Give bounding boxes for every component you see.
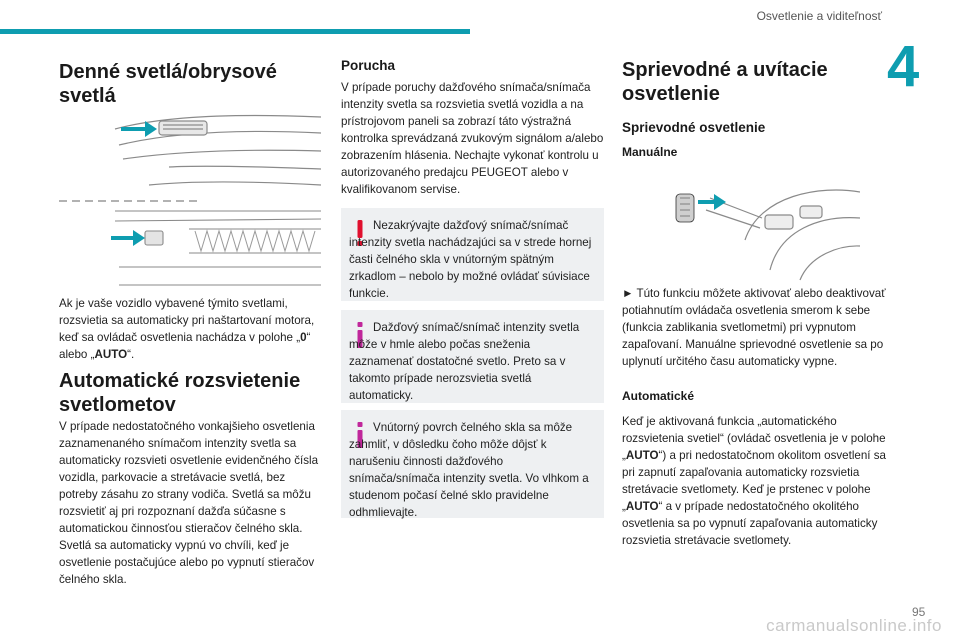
header-accent-bar [0,29,470,34]
auto-bold-2: AUTO [625,500,659,513]
section-heading-drl: Denné svetlá/obrysové svetlá [59,61,277,107]
left-column [59,60,321,108]
page-number: 95 [912,605,926,619]
automatic-text [622,413,886,549]
label-automatic: Automatické [622,389,695,403]
manual-text [622,285,886,370]
section-heading-auto-lights [59,369,329,417]
section-heading-follow-me: Sprievodné a uvítacie osvetlenie [622,59,828,105]
drl-text-2: “ alebo „ [59,331,311,361]
watermark: carmanualsonline.info [766,616,942,635]
subheading-guide-lighting: Sprievodné osvetlenie [622,120,766,135]
automatic-block [622,389,884,403]
auto-bold-1: AUTO [625,449,659,462]
auto-text-1: Keď je aktivovaná funkcia „automatického rozsvietenia svetiel“ (ovládač osvetlenia je v polohe „ [622,415,886,462]
drl-paragraph [59,295,321,363]
auto-lights-paragraph: V prípade nedostatočného vonkajšieho osvetlenia zaznamenaného snímačom intenzity svetla sa automaticky rozsvieti osvetlenie evidenčného čísla vozidla, parkovacie a stretávacie svetlá, bez potreby zásahu zo strany vodiča. Svetlá sa môžu rozsvietiť aj pri rozpoznaní dažďa súčasne s automatickou činnosťou stieračov čelného skla. Svetlá sa automaticky vypnú vo chvíli, keď je osvetlenie postačujúce alebo po vypnutí stieračov čelného skla. [59,420,319,586]
right-column [622,58,884,159]
chapter-number: 4 [887,34,920,99]
auto-headlamps-text [59,418,321,588]
info-box-2 [341,410,604,518]
fault-paragraph: V prípade poruchy dažďového snímača/snímača intenzity svetla sa rozsvietia svetlá vozidla a na prístrojovom paneli sa zobrazí táto výstražná kontrolka sprevádzaná zvukovým signálom a/alebo zobrazením hlásenia. Nechajte vykonať kontrolu u autorizovaného predajcu PEUGEOT alebo v kvalifikovanom servise. [341,81,604,196]
drl-bold-auto: AUTO [94,348,128,361]
lighting-stalk-illustration [650,180,860,285]
warning-box [341,208,604,301]
middle-column [341,58,604,198]
auto-headlamps-block [59,369,329,417]
automatic-paragraph [622,413,886,549]
drl-bold-0: 0 [300,331,307,344]
label-manual: Manuálne [622,145,678,159]
drl-text-block [59,295,321,363]
auto-text-2: “) a pri nedostatočnom okolitom osvetlení sa pri zapnutí zapaľovania automaticky rozsvietia stretávacie svetlomety. Keď je prstenec v polohe „ [622,449,886,513]
drl-text-1: Ak je vaše vozidlo vybavené týmito svetlami, rozsvietia sa automaticky pri naštartovaní motora, keď sa ovládač osvetlenia nachádza v polohe „ [59,297,315,344]
drl-text-3: “. [127,348,135,361]
chapter-title: Osvetlenie a viditeľnosť [756,9,882,23]
info-text-2: Vnútorný povrch čelného skla sa môže zahmliť, v dôsledku čoho môže dôjsť k narušeniu činnosti dažďového snímača/snímača intenzity svetla. Vo vlhkom a studenom počasí čelné sklo pravidelne odhmlievajte. [349,421,589,519]
warning-text: Nezakrývajte dažďový snímač/snímač intenzity svetla nachádzajúci sa v strede hornej časti čelného skla v vnútorným spätným zrkadlom – nebolo by možné ovládať súvisiace funkcie. [349,219,592,300]
info-text-1: Dažďový snímač/snímač intenzity svetla môže v hmle alebo počas sneženia zaznamenať dostatočné svetlo. Preto sa v takomto prípade nerozsvietia svetlá automaticky. [349,321,580,402]
auto-text-3: “ a v prípade nedostatočného okolitého osvetlenia sa po vypnutí zapaľovania automaticky rozsvietia stretávacie svetlomety. [622,500,878,547]
fault-heading: Porucha [341,58,396,73]
info-box-1 [341,310,604,403]
manual-paragraph: ► Túto funkciu môžete aktivovať alebo deaktivovať potiahnutím ovládača osvetlenia smerom k sebe (funkcia zablikania svetlometmi) pri vypnutom zapaľovaní. Manuálne sprievodné osvetlenie sa po uplynutí určitého času automaticky vypne. [622,287,886,368]
auto-lights-heading-text: Automatické rozsvietenie svetlometov [59,370,301,416]
drl-illustration [59,107,321,289]
